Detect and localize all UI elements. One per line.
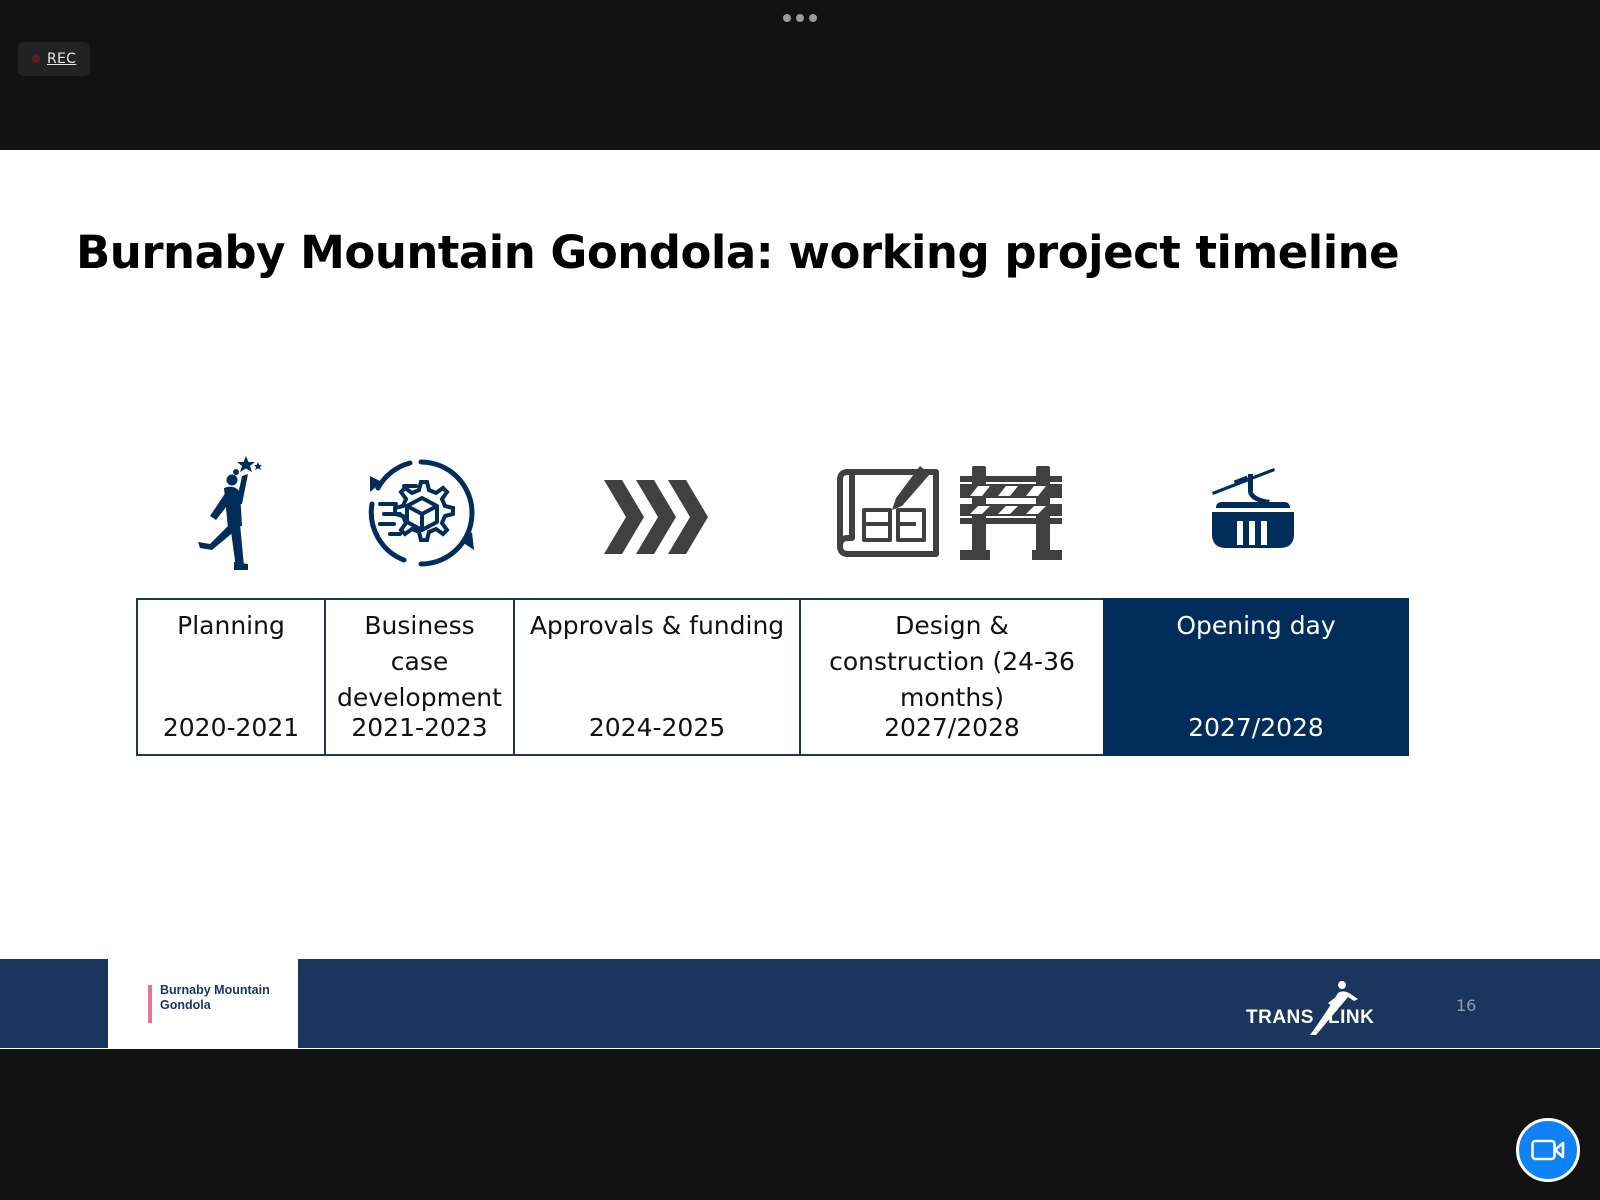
more-options-button[interactable] [783,12,817,24]
video-camera-button[interactable] [1516,1118,1580,1182]
timeline-years: 2020-2021 [162,713,300,742]
shared-slide [0,150,1600,1049]
timeline-years: 2027/2028 [1188,713,1324,742]
blueprint-icon [836,466,942,560]
road-barrier-icon [960,466,1062,560]
timeline-phase: Business case development [337,611,502,712]
logo-text: Burnaby Mountain Gondola [160,983,270,1012]
chevron-arrows-icon [604,480,708,554]
timeline-phase: Opening day [1176,611,1336,640]
more-dots-icon [783,14,791,22]
video-camera-icon [1531,1139,1565,1161]
timeline-phase: Planning [177,611,285,640]
gondola-cabin-icon [1210,468,1296,550]
timeline-phase: Approvals & funding [529,611,785,640]
timeline-years: 2027/2028 [884,713,1020,742]
business-gear-cube-icon [364,456,478,570]
timeline-phase: Design & construction (24-36 months) [829,611,1075,712]
timeline-cell-approvals [513,598,801,756]
gondola-logo [108,959,298,1048]
more-dots-icon [809,14,817,22]
timeline-cell-design-construction [799,598,1105,756]
slide-page-number: 16 [1456,996,1477,1015]
more-dots-icon [796,14,804,22]
record-dot-icon [32,55,40,63]
logo-accent-bar [148,985,152,1023]
project-timeline [136,598,1409,756]
timeline-cell-business-case [324,598,515,756]
timeline-cell-planning [136,598,326,756]
timeline-years: 2024-2025 [588,713,726,742]
slide-title: Burnaby Mountain Gondola: working project timeline [76,226,1400,279]
rec-label: REC [47,51,77,67]
recording-indicator[interactable] [18,42,90,76]
slide-footer [0,959,1600,1048]
translink-logo [1246,979,1386,1037]
translink-left-text: TRANS [1246,1007,1314,1028]
translink-right-text: LINK [1328,1007,1375,1028]
timeline-cell-opening-day [1103,598,1409,756]
timeline-years: 2021-2023 [351,713,488,742]
reach-star-icon [196,454,262,570]
